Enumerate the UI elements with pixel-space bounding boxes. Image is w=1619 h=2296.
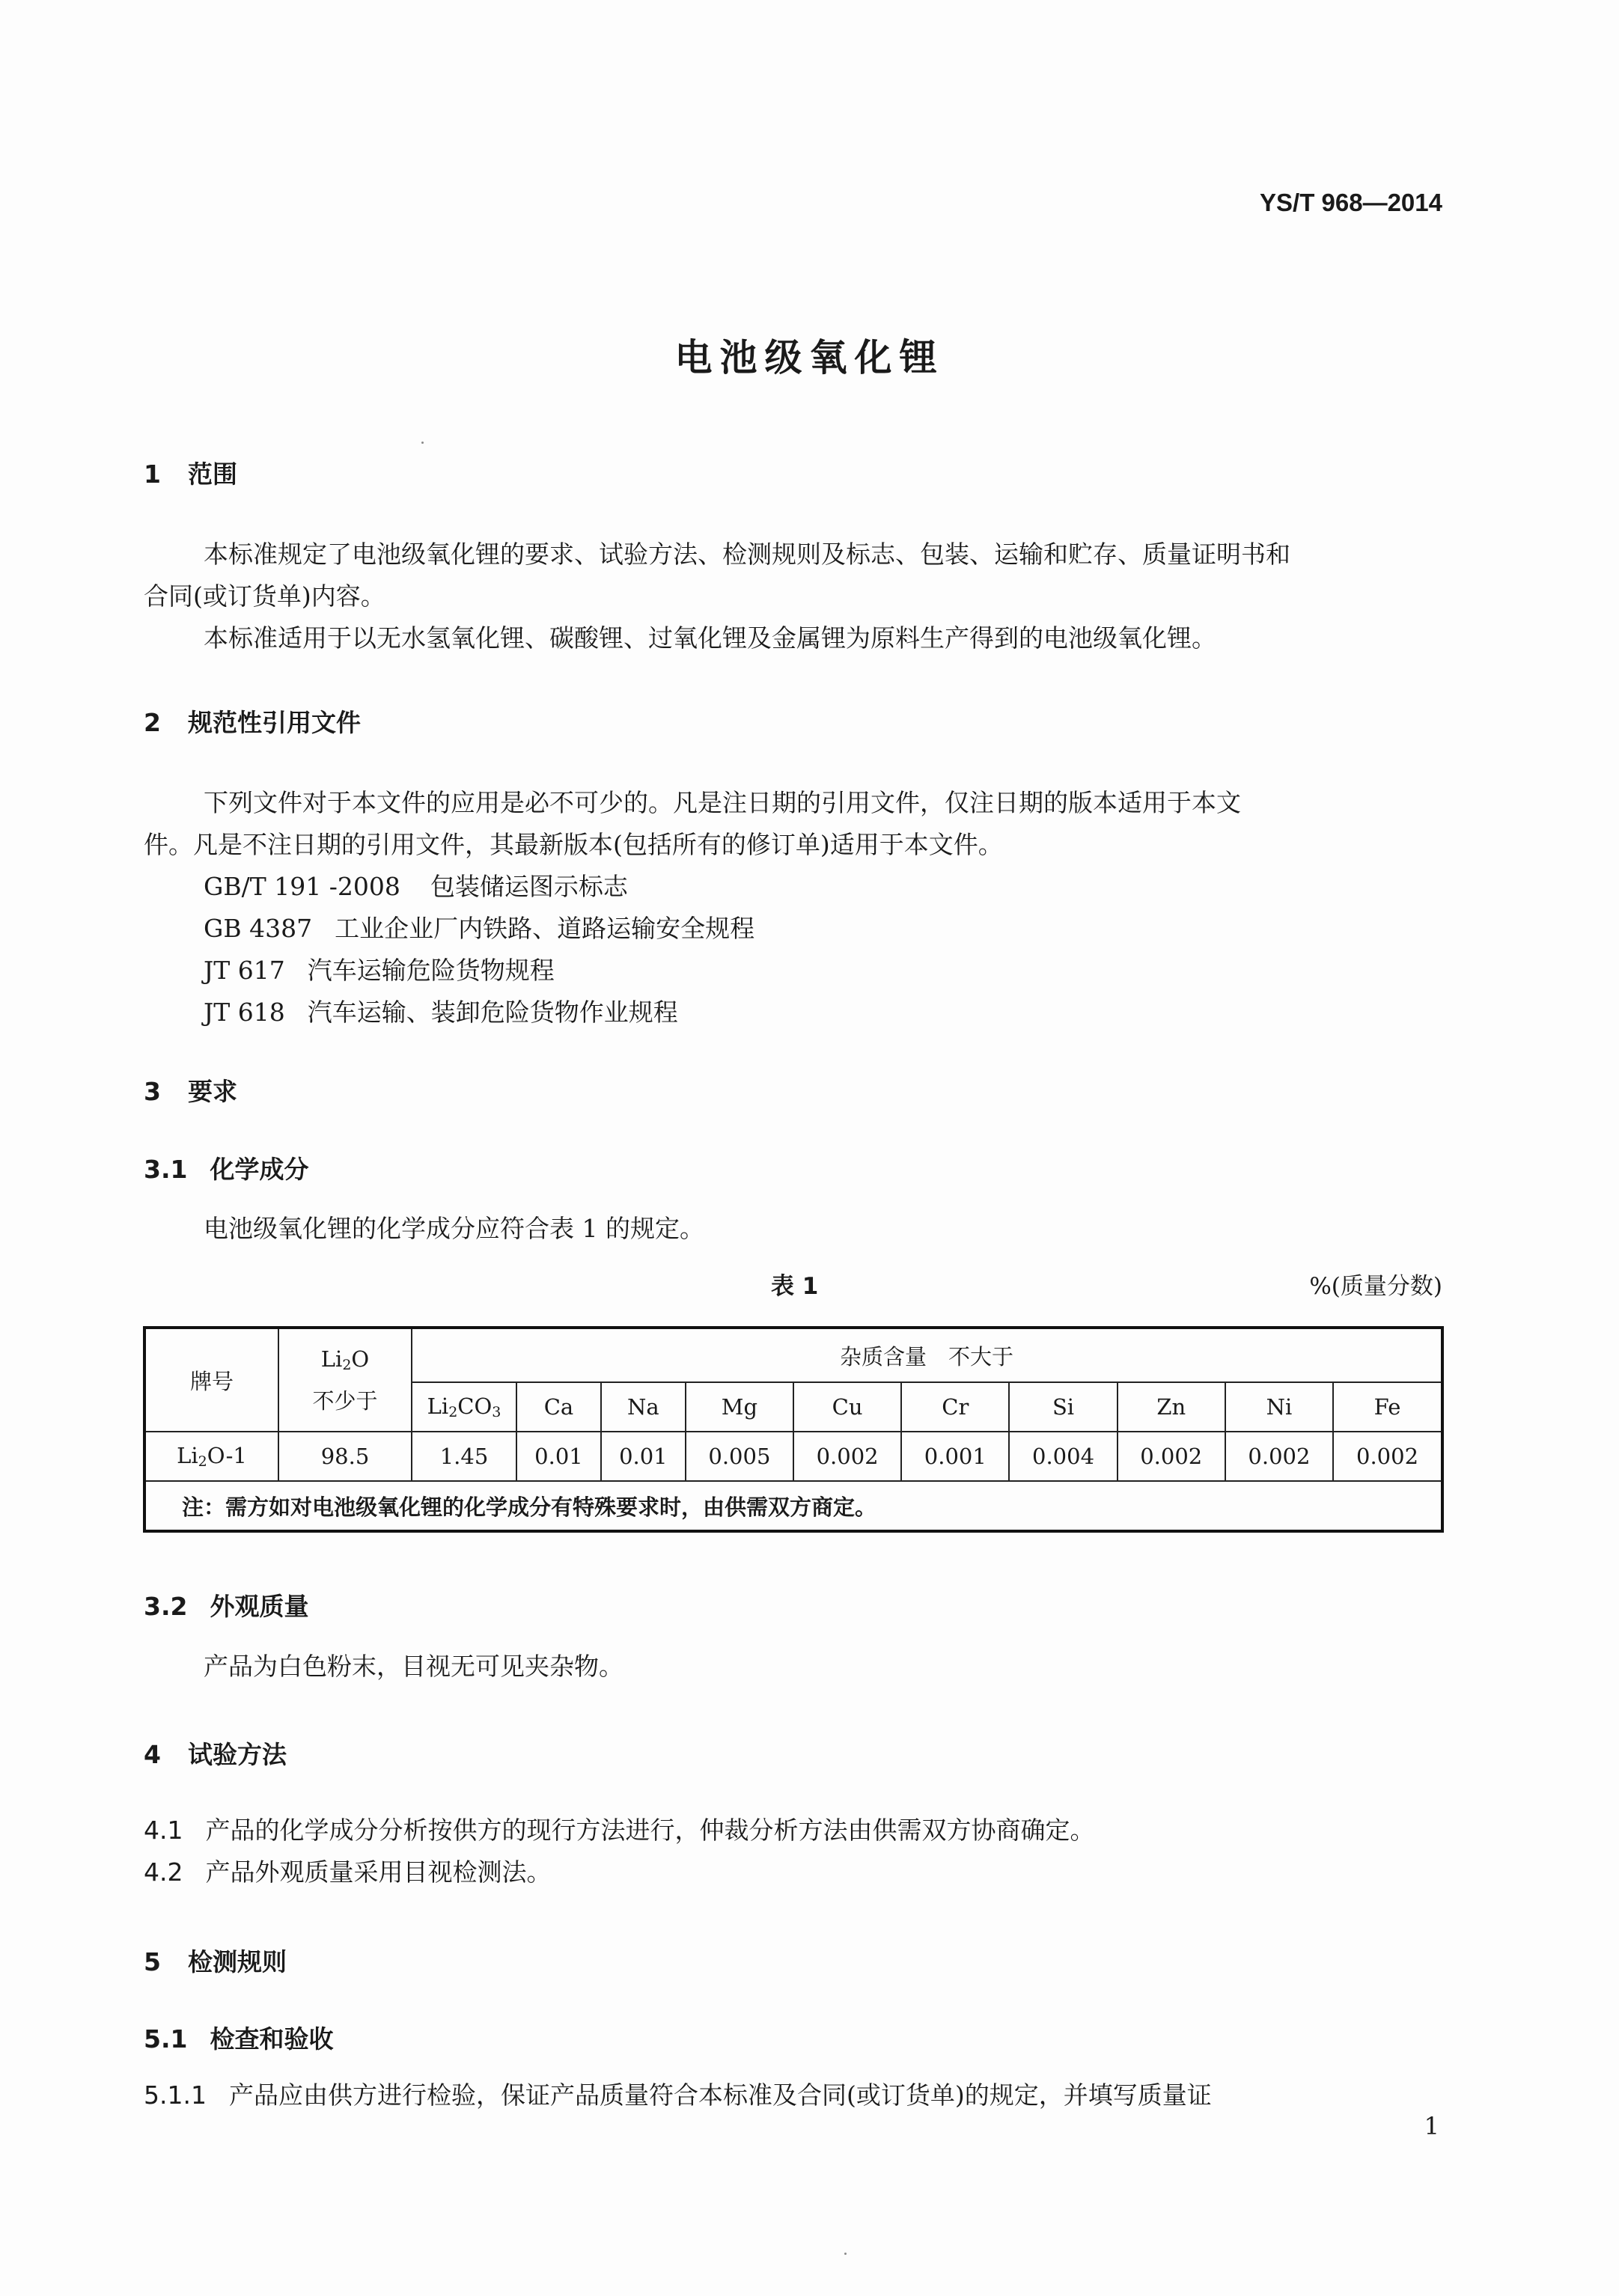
reference-item — [144, 908, 1241, 950]
reference-code: GB/T 191 -2008 — [204, 872, 400, 901]
header-element: Fe — [1333, 1382, 1442, 1432]
subscript: 2 — [198, 1453, 207, 1470]
document-title: 电池级氧化锂 — [674, 336, 945, 379]
header-impurity: 杂质含量 不大于 — [412, 1328, 1442, 1382]
li2o-min-label: 不少于 — [312, 1388, 378, 1414]
section-title: 化学成分 — [210, 1155, 309, 1184]
section-1-heading — [144, 455, 237, 490]
paragraph: 本标准规定了电池级氧化锂的要求、试验方法、检测规则及标志、包装、运输和贮存、质量证明书和 — [204, 540, 1290, 569]
header-grade: 牌号 — [144, 1328, 278, 1432]
table-caption: 表 1 — [771, 1273, 819, 1300]
scan-speck — [421, 442, 424, 444]
clause-text: 产品外观质量采用目视检测法。 — [205, 1857, 552, 1887]
cell-impurity: 0.01 — [516, 1432, 601, 1481]
paragraph: 电池级氧化锂的化学成分应符合表 1 的规定。 — [204, 1214, 704, 1243]
text: Li — [427, 1393, 449, 1419]
header-element: Mg — [686, 1382, 793, 1432]
section-1-body — [144, 534, 1290, 659]
section-number: 5 — [144, 1947, 161, 1976]
clause-text: 产品应由供方进行检验，保证产品质量符合本标准及合同(或订货单)的规定，并填写质量证 — [228, 2080, 1212, 2110]
table-unit: %(质量分数) — [1309, 1273, 1442, 1300]
header-li2co3 — [412, 1382, 516, 1432]
reference-name: 汽车运输、装卸危险货物作业规程 — [307, 998, 678, 1027]
cell-impurity: 0.002 — [1118, 1432, 1225, 1481]
paragraph-cont: 件。凡是不注日期的引用文件，其最新版本(包括所有的修订单)适用于本文件。 — [144, 830, 1003, 859]
cell-li2o: 98.5 — [278, 1432, 412, 1481]
section-title: 检查和验收 — [210, 2024, 334, 2054]
chemical-composition-table — [143, 1326, 1444, 1533]
section-number: 4 — [144, 1740, 161, 1769]
cell-impurity: 0.002 — [793, 1432, 901, 1481]
paragraph-cont: 合同(或订货单)内容。 — [144, 581, 385, 611]
reference-name: 包装储运图示标志 — [430, 872, 628, 901]
text: O — [351, 1346, 370, 1372]
section-2-heading — [144, 703, 361, 739]
header-element: Ni — [1225, 1382, 1333, 1432]
page-number: 1 — [1424, 2112, 1439, 2140]
paragraph: 产品为白色粉末，目视无可见夹杂物。 — [204, 1652, 623, 1681]
table-note-row — [144, 1481, 1442, 1531]
cell-impurity: 0.002 — [1333, 1432, 1442, 1481]
reference-item — [144, 950, 1241, 992]
table-row — [144, 1432, 1442, 1481]
clause-4-1 — [144, 1810, 1094, 1851]
clause-4-2 — [144, 1851, 551, 1893]
header-element: Zn — [1118, 1382, 1225, 1432]
subscript: 2 — [342, 1357, 352, 1373]
section-3-2-heading — [144, 1587, 308, 1622]
section-3-1-heading — [144, 1150, 308, 1185]
header-li2o — [278, 1328, 412, 1432]
section-number: 3 — [144, 1077, 161, 1106]
section-2-body — [144, 782, 1241, 1033]
section-5-1-heading — [144, 2020, 333, 2055]
paragraph: 本标准适用于以无水氢氧化锂、碳酸锂、过氧化锂及金属锂为原料生产得到的电池级氧化锂。 — [204, 623, 1216, 653]
section-number: 1 — [144, 459, 161, 489]
scan-speck — [844, 2253, 847, 2255]
paragraph: 下列文件对于本文件的应用是必不可少的。凡是注日期的引用文件，仅注日期的版本适用于本文 — [204, 788, 1241, 817]
section-number: 5.1 — [144, 2024, 188, 2054]
section-title: 试验方法 — [187, 1740, 287, 1769]
cell-impurity: 0.01 — [601, 1432, 686, 1481]
text: Li — [177, 1443, 198, 1468]
subscript: 3 — [492, 1404, 501, 1420]
reference-item — [144, 866, 1241, 908]
reference-name: 工业企业厂内铁路、道路运输安全规程 — [335, 914, 755, 943]
header-element: Na — [601, 1382, 686, 1432]
section-number: 3.1 — [144, 1155, 188, 1184]
cell-impurity: 0.001 — [901, 1432, 1009, 1481]
section-4-heading — [144, 1735, 287, 1771]
text: Li — [320, 1346, 343, 1372]
text: CO — [457, 1393, 493, 1419]
table-note: 注：需方如对电池级氧化锂的化学成分有特殊要求时，由供需双方商定。 — [144, 1481, 1442, 1531]
cell-grade — [144, 1432, 278, 1481]
section-title: 要求 — [187, 1077, 237, 1106]
section-number: 2 — [144, 708, 161, 737]
standard-code: YS/T 968—2014 — [1260, 189, 1442, 216]
subscript: 2 — [448, 1404, 458, 1420]
section-title: 检测规则 — [187, 1947, 287, 1976]
table-header-row — [144, 1328, 1442, 1382]
cell-impurity: 0.004 — [1009, 1432, 1117, 1481]
clause-number: 5.1.1 — [144, 2080, 207, 2110]
cell-impurity: 0.005 — [686, 1432, 793, 1481]
clause-number: 4.1 — [144, 1816, 183, 1845]
cell-impurity: 0.002 — [1225, 1432, 1333, 1481]
cell-li2co3: 1.45 — [412, 1432, 516, 1481]
header-element: Ca — [516, 1382, 601, 1432]
reference-code: GB 4387 — [204, 914, 313, 943]
reference-item — [144, 992, 1241, 1033]
header-element: Cr — [901, 1382, 1009, 1432]
reference-code: JT 617 — [204, 956, 285, 985]
section-5-heading — [144, 1943, 287, 1978]
clause-number: 4.2 — [144, 1857, 183, 1887]
reference-code: JT 618 — [204, 998, 285, 1027]
li2o-label — [321, 1346, 369, 1372]
section-title: 外观质量 — [210, 1592, 309, 1621]
section-3-heading — [144, 1072, 237, 1108]
reference-name: 汽车运输危险货物规程 — [307, 956, 555, 985]
section-title: 范围 — [187, 459, 237, 489]
section-number: 3.2 — [144, 1592, 188, 1621]
clause-5-1-1 — [144, 2074, 1212, 2116]
header-element: Cu — [793, 1382, 901, 1432]
section-title: 规范性引用文件 — [187, 708, 361, 737]
text: O-1 — [207, 1443, 247, 1468]
header-element: Si — [1009, 1382, 1117, 1432]
clause-text: 产品的化学成分分析按供方的现行方法进行，仲裁分析方法由供需双方协商确定。 — [205, 1816, 1095, 1845]
